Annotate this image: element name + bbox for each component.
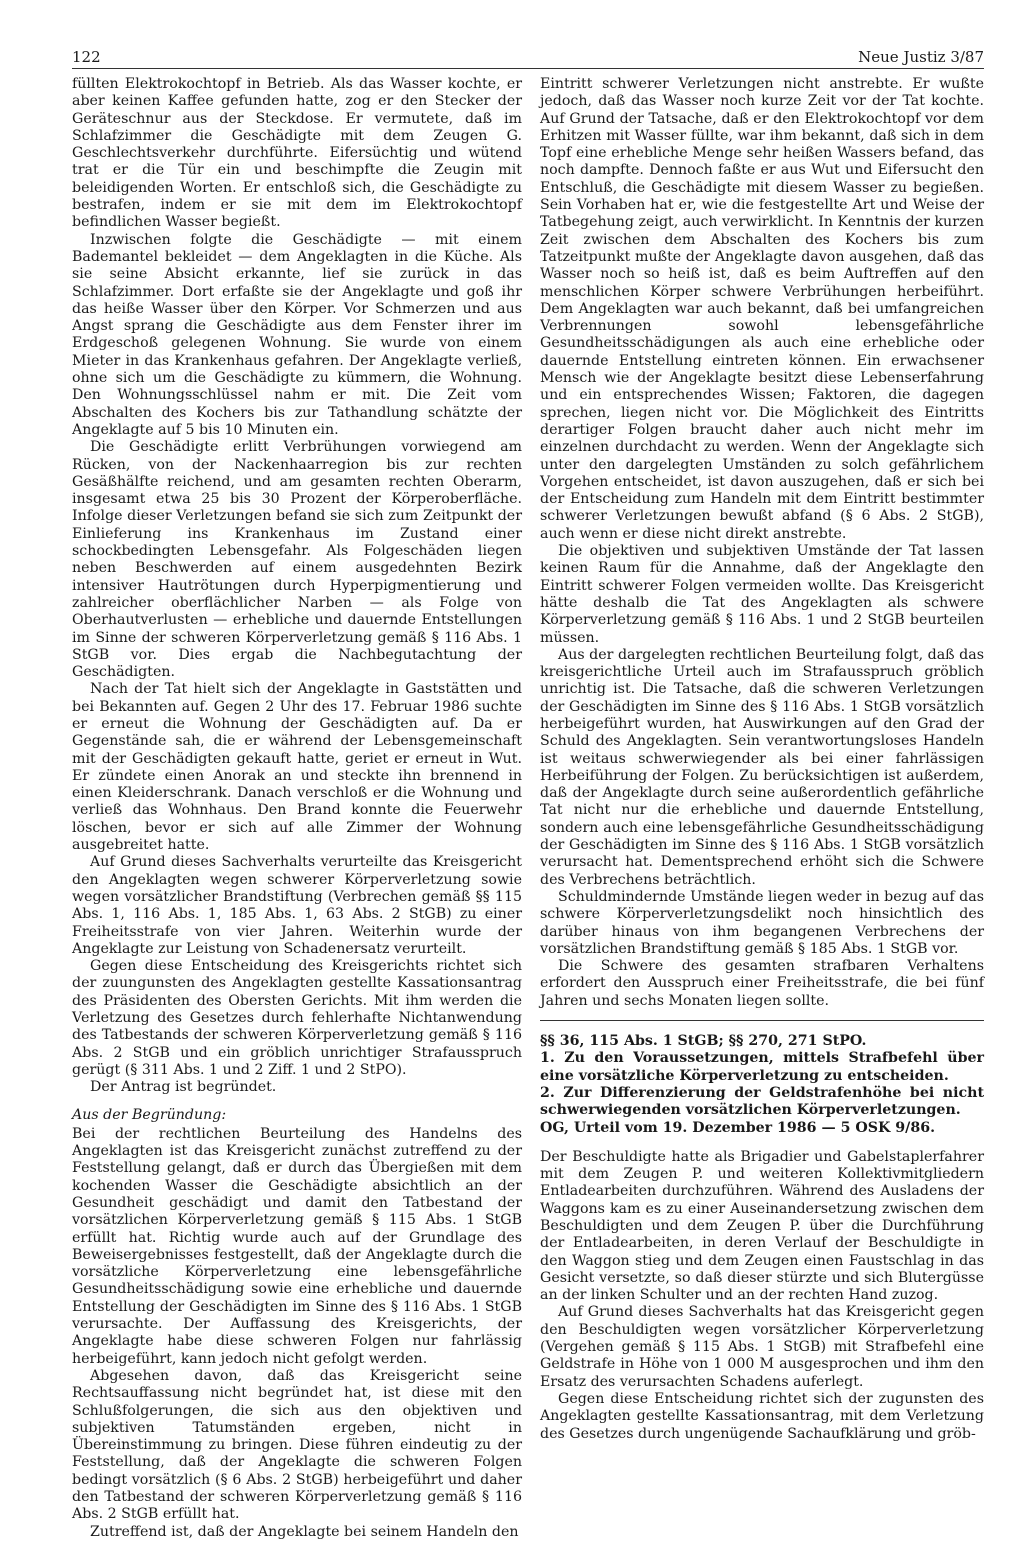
paragraph: Der Beschuldigte hatte als Brigadier und Gabelstaplerfahrer mit dem Zeugen P. und weiteren Kollektivmitgliedern Entladearbeiten durchzuführen. Während des Ausladens der Waggons kam es zu einer Auseinandersetzung zwischen dem Beschuldigten und dem Zeugen P. über die Durchführung der Entladearbeiten, in deren Verlauf der Beschuldigte in den Waggon stieg und dem Zeugen einen Faustschlag in das Gesicht versetzte, so daß dieser stürzte und sich Blutergüsse an der linken Schulter und an der rechten Hand zuzog. — [540, 1148, 984, 1304]
paragraph: Die objektiven und subjektiven Umstände der Tat lassen keinen Raum für die Annahme, daß der Angeklagte den Eintritt schwerer Folgen vermeiden wollte. Das Kreisgericht hätte deshalb die Tat des Angeklagten als schwere Körperverletzung gemäß § 116 Abs. 1 und 2 StGB beurteilen müssen. — [540, 543, 984, 646]
paragraph: Inzwischen folgte die Geschädigte — mit einem Bademantel bekleidet — dem Angeklagten in die Küche. Als sie seine Absicht erkannte, lief sie zurück in das Schlafzimmer. Dort erfaßte sie der Angeklagte und goß ihr das heiße Wasser über den Körper. Vor Schmerzen und aus Angst sprang die Geschädigte aus dem Fenster ihrer im Erdgeschoß gelegenen Wohnung. Sie wurde von einem Mieter in das Krankenhaus gefahren. Der Angeklagte verließ, ohne sich um die Geschädigte zu kümmern, die Wohnung. Den Wohnungsschlüssel nahm er mit. Die Zeit vom Abschalten des Kochers bis zur Tathandlung schätzte der Angeklagte auf 5 bis 10 Minuten ein. — [72, 231, 522, 438]
paragraph: Aus der dargelegten rechtlichen Beurteilung folgt, daß das kreisgerichtliche Urteil auch im Strafausspruch gröblich unrichtig ist. Die Tatsache, daß die schweren Verletzungen der Geschädigten im Sinne des § 116 Abs. 1 StGB vorsätzlich herbeigeführt wurden, hat Auswirkungen auf den Grad der Schuld des Angeklagten. Sein verantwortungsloses Handeln ist weitaus schwerwiegender als bei einer fahrlässigen Herbeiführung der Folgen. Zu berücksichtigen ist außerdem, daß der Angeklagte durch seine außerordentlich gefährliche Tat nicht nur die erhebliche und dauernde Entstellung, sondern auch eine lebensgefährliche Gesundheitsschädigung der Geschädigten im Sinne des § 116 Abs. 1 StGB vorsätzlich verursacht hat. Dementsprechend erhöht sich die Schwere des Verbrechens beträchtlich. — [540, 646, 984, 888]
journal-issue: Neue Justiz 3/87 — [858, 48, 984, 66]
paragraph: Schuldmindernde Umstände liegen weder in bezug auf das schwere Körperverletzungsdelikt noch hinsichtlich des darüber hinaus von ihm begangenen Verbrechens der vorsätzlichen Brandstiftung gemäß § 185 Abs. 1 StGB vor. — [540, 888, 984, 957]
headnote-1: 1. Zu den Voraussetzungen, mittels Strafbefehl über eine vorsätzliche Körperverletzung zu entscheiden. — [540, 1050, 984, 1084]
legal-norms-heading: §§ 36, 115 Abs. 1 StGB; §§ 270, 271 StPO. — [540, 1033, 867, 1050]
paragraph: Eintritt schwerer Verletzungen nicht anstrebte. Er wußte jedoch, daß das Wasser noch kurze Zeit vor der Tat kochte. Auf Grund der Tatsache, daß er den Elektrokochtopf vor dem Erhitzen mit Wasser füllte, war ihm bekannt, daß sich in dem Topf eine erhebliche Menge sehr heißen Wassers befand, das noch dampfte. Dennoch faßte er aus Wut und Eifersucht den Entschluß, die Geschädigte mit diesem Wasser zu begießen. Sein Vorhaben hat er, wie die festgestellte Art und Weise der Tatbegehung zeigt, auch verwirklicht. In Kenntnis der kurzen Zeit zwischen dem Abschalten des Kochers bis zum Tatzeitpunkt mußte der Angeklagte davon ausgehen, daß das Wasser noch so heiß ist, daß es beim Auftreffen auf den menschlichen Körper schwere Verbrühungen herbeiführt. Dem Angeklagten war auch bekannt, daß bei umfangreichen Verbrennungen sowohl lebensgefährliche Gesundheitsschädigungen als auch eine erhebliche oder dauernde Entstellung eintreten können. Ein erwachsener Mensch wie der Angeklagte besitzt diese Lebenserfahrung und ein entsprechendes Wissen; Faktoren, die dagegen sprechen, liegen nicht vor. Die Möglichkeit des Eintritts derartiger Folgen braucht daher auch nicht mehr im einzelnen durchdacht zu werden. Wenn der Angeklagte sich unter den dargelegten Umständen zu solch gefährlichem Vorgehen entscheidet, ist davon auszugehen, daß er sich bei der Entscheidung zum Handeln mit dem Eintritt bestimmter schwerer Verletzungen bewußt abfand (§ 6 Abs. 2 StGB), auch wenn er diese nicht direkt anstrebte. — [540, 76, 984, 542]
page-header — [72, 46, 984, 69]
section-divider — [540, 1020, 984, 1021]
paragraph: Die Schwere des gesamten strafbaren Verhaltens erfordert den Ausspruch einer Freiheitsstrafe, die bei fünf Jahren und sechs Monaten liegen sollte. — [540, 958, 984, 1009]
paragraph: Auf Grund dieses Sachverhalts verurteilte das Kreisgericht den Angeklagten wegen schwerer Körperverletzung sowie wegen vorsätzlicher Brandstiftung (Verbrechen gemäß §§ 115 Abs. 1, 116 Abs. 1, 185 Abs. 1, 63 Abs. 2 StGB) zu einer Freiheitsstrafe von vier Jahren. Weiterhin wurde der Angeklagte zur Leistung von Schadenersatz verurteilt. — [72, 854, 522, 957]
paragraph: Gegen diese Entscheidung richtet sich der zugunsten des Angeklagten gestellte Kassationsantrag, mit dem Verletzung des Gesetzes durch ungenügende Sachaufklärung und gröb- — [540, 1390, 984, 1442]
paragraph: Bei der rechtlichen Beurteilung des Handelns des Angeklagten ist das Kreisgericht zunächst zutreffend zu der Feststellung gelangt, daß er durch das Übergießen mit dem kochenden Wasser die Geschädigte absichtlich an der Gesundheit geschädigt und damit den Tatbestand der vorsätzlichen Körperverletzung gemäß § 115 Abs. 1 StGB erfüllt hat. Richtig wurde auch auf der Grundlage des Beweisergebnisses festgestellt, daß der Angeklagte durch die vorsätzliche Körperverletzung eine lebensgefährliche Gesundheitsschädigung sowie eine erhebliche und dauernde Entstellung der Geschädigten im Sinne des § 116 Abs. 1 StGB verursachte. Der Auffassung des Kreisgerichts, der Angeklagte habe diese schweren Folgen nur fahrlässig herbeigeführt, kann jedoch nicht gefolgt werden. — [72, 1125, 522, 1367]
paragraph: Zutreffend ist, daß der Angeklagte bei seinem Handeln den — [90, 1523, 519, 1540]
court-citation: OG, Urteil vom 19. Dezember 1986 — 5 OSK 9/86. — [540, 1119, 936, 1136]
section-subheading: Aus der Begründung: — [72, 1106, 227, 1123]
paragraph: Die Geschädigte erlitt Verbrühungen vorwiegend am Rücken, von der Nackenhaarregion bis zur rechten Gesäßhälfte reichend, und am gesamten rechten Oberarm, insgesamt etwa 25 bis 30 Prozent der Körperoberfläche. Infolge dieser Verletzungen befand sie sich zum Zeitpunkt der Einlieferung ins Krankenhaus im Zustand einer schockbedingten Lebensgefahr. Als Folgeschäden liegen neben Beschwerden auf einem ausgedehnten Bezirk intensiver Hautrötungen durch Hyperpigmentierung und zahlreicher oberflächlicher Narben — als Folge von Oberhautverlusten — erhebliche und dauernde Entstellungen im Sinne der schweren Körperverletzung gemäß § 116 Abs. 1 StGB vor. Dies ergab die Nachbegutachtung der Geschädigten. — [72, 439, 522, 681]
page-number: 122 — [72, 48, 101, 66]
paragraph: Abgesehen davon, daß das Kreisgericht seine Rechtsauffassung nicht begründet hat, ist diese mit den Schlußfolgerungen, die sich aus den objektiven und subjektiven Tatumständen ergeben, nicht in Übereinstimmung zu bringen. Diese führen eindeutig zu der Feststellung, daß der Angeklagte die schweren Folgen bedingt vorsätzlich (§ 6 Abs. 2 StGB) herbeigeführt und daher den Tatbestand der schweren Körperverletzung gemäß § 116 Abs. 2 StGB erfüllt hat. — [72, 1367, 522, 1523]
paragraph: Auf Grund dieses Sachverhalts hat das Kreisgericht gegen den Beschuldigten wegen vorsätzlicher Körperverletzung (Vergehen gemäß § 115 Abs. 1 StGB) mit Strafbefehl eine Geldstrafe in Höhe von 1 000 M ausgesprochen und ihm den Ersatz des verursachten Schadens auferlegt. — [540, 1304, 984, 1390]
headnote-2: 2. Zur Differenzierung der Geldstrafenhöhe bei nicht schwerwiegenden vorsätzlichen Körperverletzungen. — [540, 1084, 984, 1119]
left-column — [72, 76, 522, 1541]
paragraph: füllten Elektrokochtopf in Betrieb. Als das Wasser kochte, er aber keinen Kaffee gefunden hatte, zog er den Stecker der Geräteschnur aus der Steckdose. Er vermutete, daß im Schlafzimmer die Geschädigte mit dem Zeugen G. Geschlechtsverkehr durchführte. Eifersüchtig und wütend trat er die Tür ein und beschimpfte die Zeugin mit beleidigenden Worten. Er entschloß sich, die Geschädigte zu bestrafen, indem er sie mit dem im Elektrokochtopf befindlichen Wasser begießt. — [72, 76, 522, 231]
paragraph: Gegen diese Entscheidung des Kreisgerichts richtet sich der zuungunsten des Angeklagten gestellte Kassationsantrag des Präsidenten des Obersten Gerichts. Mit ihm werden die Verletzung des Gesetzes durch fehlerhafte Nichtanwendung des Tatbestands der schweren Körperverletzung gemäß § 116 Abs. 2 StGB und ein gröblich unrichtiger Strafausspruch gerügt (§ 311 Abs. 1 und 2 Ziff. 1 und 2 StPO). — [72, 958, 522, 1078]
paragraph: Nach der Tat hielt sich der Angeklagte in Gaststätten und bei Bekannten auf. Gegen 2 Uhr des 17. Februar 1986 suchte er erneut die Wohnung der Geschädigten auf. Da er Gegenstände sah, die er während der Lebensgemeinschaft mit der Geschädigten gekauft hatte, geriet er erneut in Wut. Er zündete einen Anorak an und steckte ihn brennend in einen Kleiderschrank. Danach verschloß er die Wohnung und verließ das Wohnhaus. Den Brand konnte die Feuerwehr löschen, bevor er sich auf alle Zimmer der Wohnung ausgebreitet hatte. — [72, 681, 522, 854]
paragraph: Der Antrag ist begründet. — [90, 1079, 277, 1096]
right-column — [540, 76, 984, 1443]
